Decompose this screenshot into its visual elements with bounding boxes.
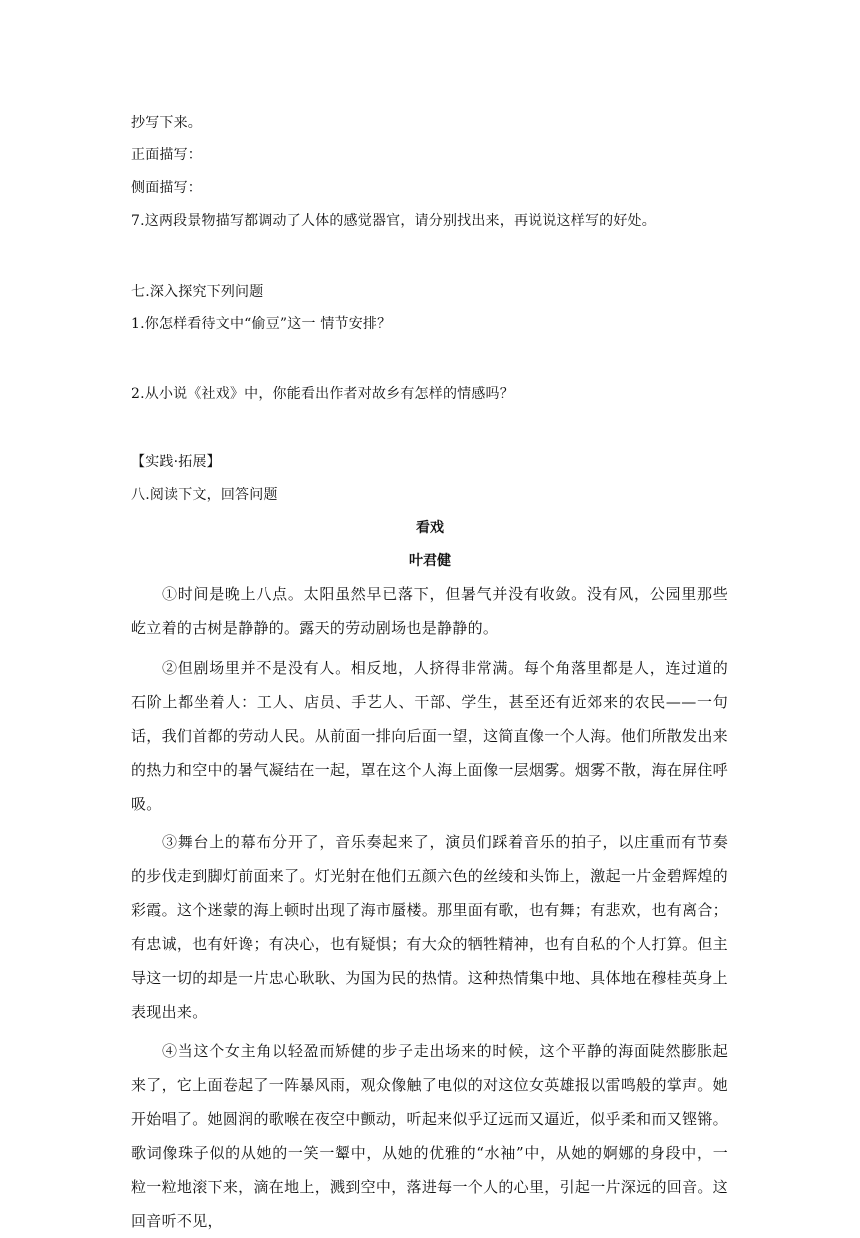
article-paragraph: ④当这个女主角以轻盈而矫健的步子走出场来的时候，这个平静的海面陡然膨胀起来了，它上面卷起了一阵暴风雨，观众像触了电似的对这位女英雄报以雷鸣般的掌声。她开始唱了。她圆润的歌喉在夜空中颤动，听起来似乎辽远而又逼近，似乎柔和而又铿锵。歌词像珠子似的从她的一笑一颦中，从她的优雅的“水袖”中，从她的婀娜的身段中，一粒一粒地滚下来，滴在地上，溅到空中，落进每一个人的心里，引起一片深远的回音。这回音听不见，: [131, 1042, 728, 1230]
text-copy-down: 抄写下来。: [131, 115, 202, 131]
question-7-1: 1.你怎样看待文中“偷豆”这一 情节安排？: [131, 316, 392, 332]
article-author: 叶君健: [409, 553, 451, 569]
article-paragraph: ③舞台上的幕布分开了，音乐奏起来了，演员们踩着音乐的拍子，以庄重而有节奏的步伐走到脚灯前面来了。灯光射在他们五颜六色的丝绫和头饰上，激起一片金碧辉煌的彩霞。这个迷蒙的海上顿时出现了海市蜃楼。那里面有歌，也有舞；有悲欢，也有离合；有忠诚，也有奸谗；有决心，也有疑惧；有大众的牺牲精神，也有自私的个人打算。但主导这一切的却是一片忠心耿耿、为国为民的热情。这种热情集中地、具体地在穆桂英身上表现出来。: [131, 833, 728, 1021]
article-title: 看戏: [416, 520, 444, 536]
article-paragraph: ②但剧场里并不是没有人。相反地，人挤得非常满。每个角落里都是人，连过道的石阶上都坐着人：工人、店员、手艺人、干部、学生，甚至还有近郊来的农民——一句话，我们首都的劳动人民。从前面一排向后面一望，这简直像一个人海。他们所散发出来的热力和空中的暑气凝结在一起，罩在这个人海上面像一层烟雾。烟雾不散，海在屏住呼吸。: [131, 659, 728, 813]
text-front-description: 正面描写：: [131, 147, 202, 163]
section-8-heading: 八.阅读下文，回答问题: [131, 487, 278, 503]
article-paragraph: ①时间是晚上八点。太阳虽然早已落下，但暑气并没有收敛。没有风，公园里那些屹立着的古树是静静的。露天的劳动剧场也是静静的。: [131, 585, 728, 637]
section-7-heading: 七.深入探究下列问题: [131, 284, 264, 300]
question-7: 7.这两段景物描写都调动了人体的感觉器官，请分别找出来，再说说这样写的好处。: [131, 213, 656, 229]
text-side-description: 侧面描写：: [131, 180, 202, 196]
practice-heading: 【实践·拓展】: [131, 454, 221, 470]
question-7-2: 2.从小说《社戏》中，你能看出作者对故乡有怎样的情感吗？: [131, 386, 514, 402]
